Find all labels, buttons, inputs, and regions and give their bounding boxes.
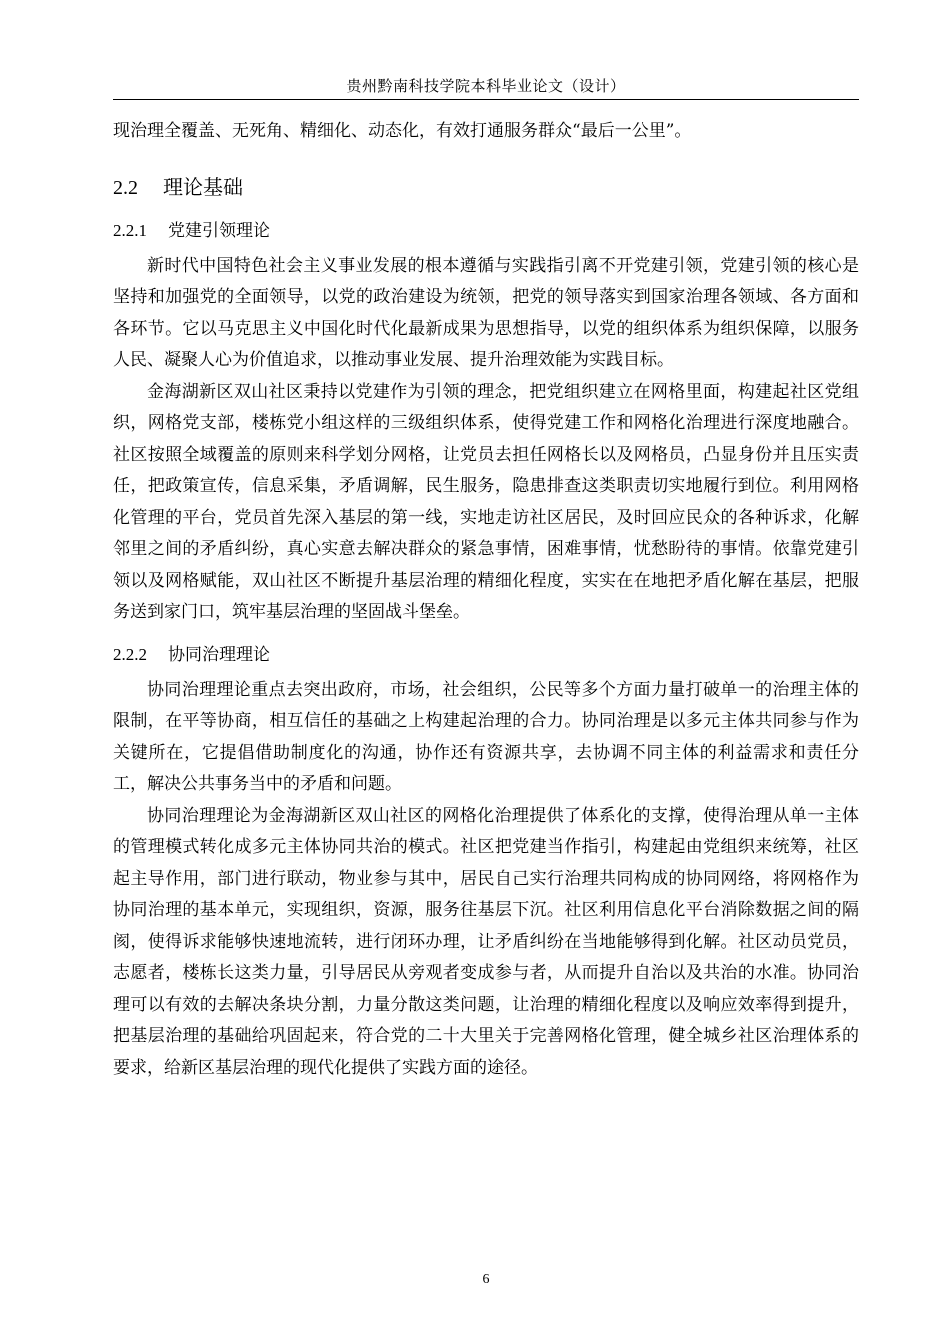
- continuation-paragraph: 现治理全覆盖、无死角、精细化、动态化，有效打通服务群众“最后一公里”。: [113, 121, 692, 141]
- page-number: 6: [482, 1272, 490, 1287]
- header-divider: [113, 99, 859, 100]
- page-header-title: 贵州黔南科技学院本科毕业论文（设计）: [346, 77, 626, 95]
- body-paragraph: 新时代中国特色社会主义事业发展的根本遵循与实践指引离不开党建引领，党建引领的核心是坚持和加强党的全面领导，以党的政治建设为统领，把党的领导落实到国家治理各领域、各方面和各环节。它以马克思主义中国化时代化最新成果为思想指导，以党的组织体系为组织保障，以服务人民、凝聚人心为价值追求，以推动事业发展、提升治理效能为实践目标。: [113, 255, 859, 370]
- subsection-heading: [113, 641, 859, 669]
- subsection-heading: [113, 217, 859, 245]
- subsection-title: 党建引领理论: [168, 220, 270, 241]
- section-number: 2.2: [113, 176, 138, 199]
- subsection-number: 2.2.2: [113, 644, 147, 664]
- body-paragraph: 金海湖新区双山社区秉持以党建作为引领的理念，把党组织建立在网格里面，构建起社区党组织，网格党支部，楼栋党小组这样的三级组织体系，使得党建工作和网格化治理进行深度地融合。社区按照全域覆盖的原则来科学划分网格，让党员去担任网格长以及网格员，凸显身份并且压实责任，把政策宣传，信息采集，矛盾调解，民生服务，隐患排查这类职责切实地履行到位。利用网格化管理的平台，党员首先深入基层的第一线，实地走访社区居民，及时回应民众的各种诉求，化解邻里之间的矛盾纠纷，真心实意去解决群众的紧急事情，困难事情，忧愁盼待的事情。依靠党建引领以及网格赋能，双山社区不断提升基层治理的精细化程度，实实在在地把矛盾化解在基层，把服务送到家门口，筑牢基层治理的坚固战斗堡垒。: [113, 381, 859, 622]
- subsection-title: 协同治理理论: [168, 644, 270, 665]
- subsection-number: 2.2.1: [113, 220, 147, 240]
- body-paragraph: 协同治理理论为金海湖新区双山社区的网格化治理提供了体系化的支撑，使得治理从单一主体的管理模式转化成多元主体协同共治的模式。社区把党建当作指引，构建起由党组织来统筹，社区起主导作用，部门进行联动，物业参与其中，居民自己实行治理共同构成的协同网络，将网格作为协同治理的基本单元，实现组织，资源，服务往基层下沉。社区利用信息化平台消除数据之间的隔阂，使得诉求能够快速地流转，进行闭环办理，让矛盾纠纷在当地能够得到化解。社区动员党员，志愿者，楼栋长这类力量，引导居民从旁观者变成参与者，从而提升自治以及共治的水准。协同治理可以有效的去解决条块分割，力量分散这类问题，让治理的精细化程度以及响应效率得到提升，把基层治理的基础给巩固起来，符合党的二十大里关于完善网格化管理，健全城乡社区治理体系的要求，给新区基层治理的现代化提供了实践方面的途径。: [113, 805, 859, 1078]
- page-body: [113, 116, 859, 1084]
- body-paragraph: 协同治理理论重点去突出政府，市场，社会组织，公民等多个方面力量打破单一的治理主体的限制，在平等协商，相互信任的基础之上构建起治理的合力。协同治理是以多元主体共同参与作为关键所在，它提倡借助制度化的沟通，协作还有资源共享，去协调不同主体的利益需求和责任分工，解决公共事务当中的矛盾和问题。: [113, 679, 859, 794]
- section-title: 理论基础: [163, 174, 243, 199]
- section-heading: [113, 172, 859, 203]
